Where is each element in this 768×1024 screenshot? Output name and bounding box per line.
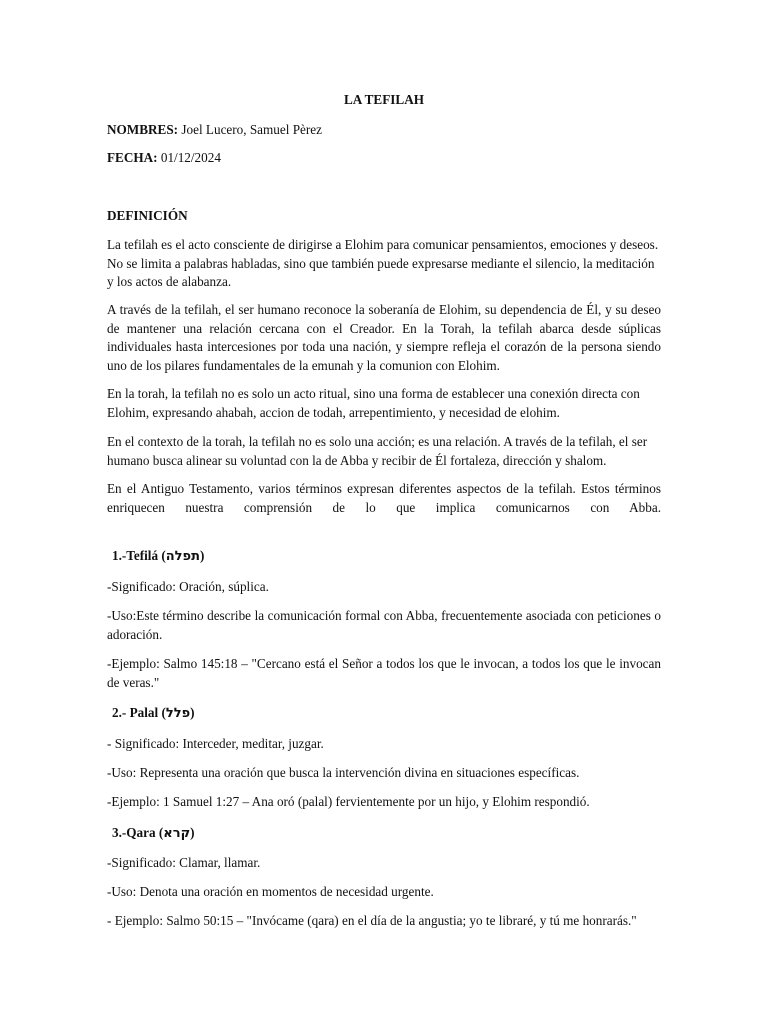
hebrew-word: קרא [163, 826, 191, 841]
term-example: -Ejemplo: 1 Samuel 1:27 – Ana oró (palal) fervientemente por un hijo, y Elohim respondió. [107, 794, 590, 809]
paragraph: En el Antiguo Testamento, varios términos expresan diferentes aspectos de la tefilah. Estos términos enriquecen nuestra comprensión de lo que implica comunicarnos con Abba. [107, 481, 661, 515]
names-value: Joel Lucero, Samuel Pèrez [181, 122, 322, 137]
hebrew-word: תפלה [165, 549, 200, 564]
paragraph: La tefilah es el acto consciente de dirigirse a Elohim para comunicar pensamientos, emociones y deseos. No se limita a palabras habladas, sino que también puede expresarse mediante el silencio, la meditación y los actos de alabanza. [107, 237, 659, 289]
page-title: LA TEFILAH [343, 92, 424, 107]
term-use: -Uso: Denota una oración en momentos de necesidad urgente. [107, 884, 434, 899]
term-heading: 3.-Qara (קרא) [112, 825, 195, 841]
names-label: NOMBRES: [107, 122, 179, 137]
term-heading: 1.-Tefilá (תפלה) [112, 548, 205, 564]
date-line [107, 149, 661, 168]
term-heading: 2.- Palal (פלל) [112, 705, 195, 721]
term-meaning: - Significado: Interceder, meditar, juzgar. [107, 736, 324, 751]
date-value: 01/12/2024 [160, 150, 221, 165]
term-use: -Uso: Representa una oración que busca la intervención divina en situaciones específicas. [107, 765, 580, 780]
term-meaning: -Significado: Oración, súplica. [107, 579, 269, 594]
hebrew-word: פלל [165, 706, 191, 721]
term-example: - Ejemplo: Salmo 50:15 – "Invócame (qara) en el día de la angustia; yo te libraré, y tú me honrarás." [107, 913, 637, 928]
term-use: -Uso:Este término describe la comunicación formal con Abba, frecuentemente asociada con peticiones o adoración. [107, 608, 661, 642]
term-meaning: -Significado: Clamar, llamar. [107, 855, 261, 870]
definition-heading: DEFINICIÓN [107, 208, 188, 223]
date-label: FECHA: [107, 150, 158, 165]
paragraph: A través de la tefilah, el ser humano reconoce la soberanía de Elohim, su dependencia de Él, y su deseo de mantener una relación cercana con el Creador. En la Torah, la tefilah abarca desde súplicas individuales hasta intercesiones por toda una nación, y siempre refleja el corazón de la persona siendo uno de los pilares fundamentales de la emunah y la comunion con Elohim. [107, 302, 661, 373]
term-example: -Ejemplo: Salmo 145:18 – "Cercano está el Señor a todos los que le invocan, a todos los que le invocan de veras." [107, 656, 661, 690]
paragraph: En la torah, la tefilah no es solo un acto ritual, sino una forma de establecer una conexión directa con Elohim, expresando ahabah, accion de todah, arrepentimiento, y necesidad de elohim. [107, 386, 640, 420]
names-line [107, 121, 661, 140]
paragraph: En el contexto de la torah, la tefilah no es solo una acción; es una relación. A través de la tefilah, el ser humano busca alinear su voluntad con la de Abba y recibir de Él fortaleza, dirección y shalom. [107, 434, 648, 468]
